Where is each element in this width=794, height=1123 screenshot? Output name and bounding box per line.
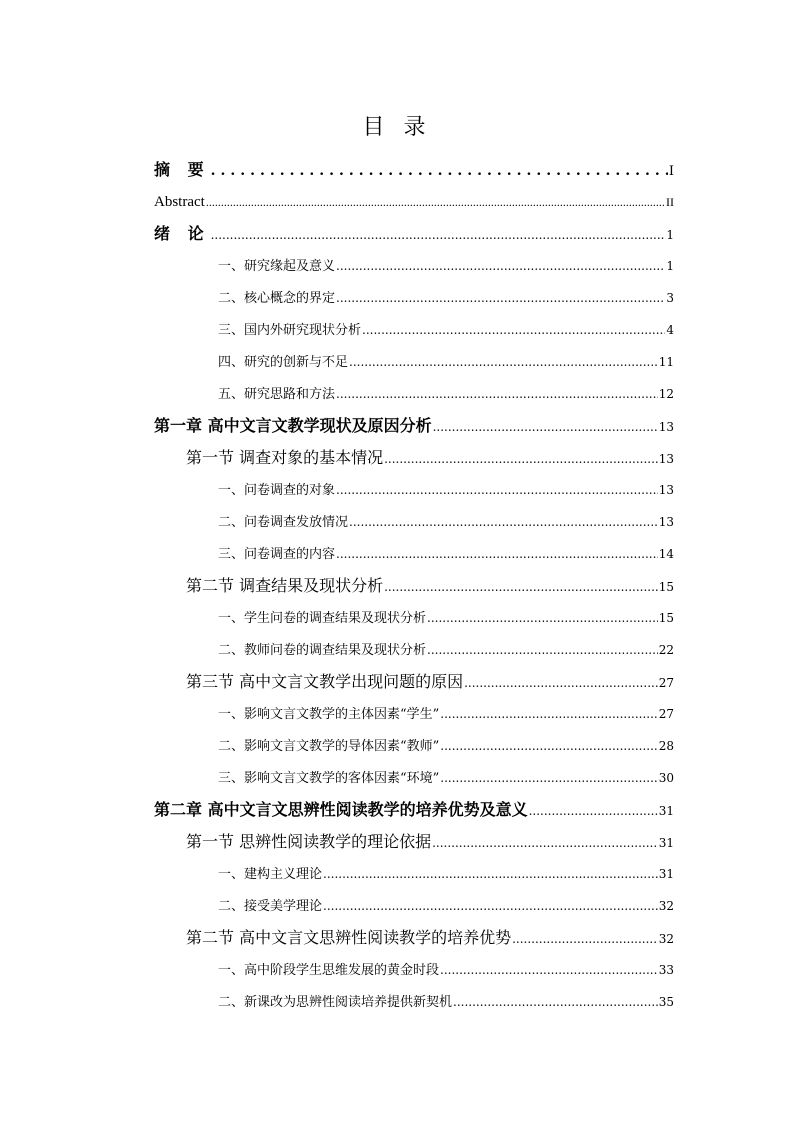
toc-entry-page-number: 32 (658, 932, 674, 946)
toc-entry-top[interactable] (154, 186, 674, 218)
toc-entry-title: 三、问卷调查的内容 (218, 547, 336, 562)
dot-leader (336, 250, 665, 282)
toc-entry-subsection[interactable] (154, 538, 674, 570)
toc-entry-section[interactable] (154, 442, 674, 474)
toc-entry-subsection[interactable] (154, 474, 674, 506)
table-of-contents (154, 154, 674, 1018)
toc-entry-page-number: 13 (658, 452, 674, 466)
dot-leader (336, 282, 665, 314)
toc-entry-section[interactable] (154, 570, 674, 602)
dot-leader (349, 506, 658, 538)
toc-entry-title: 四、研究的创新与不足 (218, 355, 349, 370)
toc-entry-subsection[interactable] (154, 250, 674, 282)
toc-entry-title: 一、学生问卷的调查结果及现状分析 (218, 611, 427, 626)
toc-entry-subsection[interactable] (154, 378, 674, 410)
toc-entry-title: 一、问卷调查的对象 (218, 483, 336, 498)
toc-entry-page-number: 33 (658, 963, 674, 977)
toc-entry-page-number: 35 (658, 995, 674, 1009)
dot-leader (211, 219, 666, 251)
dot-leader (432, 827, 658, 859)
dot-leader (440, 730, 657, 762)
dot-leader (440, 762, 657, 794)
toc-entry-page-number: 3 (666, 291, 674, 305)
dot-leader (529, 795, 658, 827)
toc-entry-title: 第二节 高中文言文思辨性阅读教学的培养优势 (186, 928, 512, 947)
dot-leader (336, 474, 658, 506)
toc-entry-subsection[interactable] (154, 858, 674, 890)
toc-entry-chapter[interactable] (154, 410, 674, 442)
toc-entry-page-number: II (666, 195, 674, 209)
toc-entry-title: 绪 论 (154, 224, 210, 243)
toc-entry-title: 五、研究思路和方法 (218, 387, 336, 402)
toc-entry-title: 第三节 高中文言文教学出现问题的原因 (186, 672, 464, 691)
toc-entry-page-number: 1 (666, 228, 674, 242)
toc-entry-page-number: 13 (658, 483, 674, 497)
toc-entry-title: Abstract (154, 194, 205, 210)
toc-entry-top[interactable] (154, 154, 674, 186)
toc-entry-title: 三、影响文言文教学的客体因素“环境” (218, 771, 440, 786)
dot-leader (427, 634, 658, 666)
toc-entry-title: 二、核心概念的界定 (218, 291, 336, 306)
page-title: 目 录 (362, 115, 432, 140)
toc-entry-title: 二、接受美学理论 (218, 899, 323, 914)
toc-entry-page-number: 22 (658, 643, 674, 657)
dot-leader (211, 155, 668, 187)
toc-entry-subsection[interactable] (154, 954, 674, 986)
toc-entry-page-number: 30 (658, 771, 674, 785)
toc-entry-subsection[interactable] (154, 730, 674, 762)
toc-entry-title: 二、教师问卷的调查结果及现状分析 (218, 643, 427, 658)
toc-entry-section[interactable] (154, 666, 674, 698)
toc-entry-page-number: 15 (658, 580, 674, 594)
toc-entry-page-number: 27 (658, 676, 674, 690)
toc-entry-title: 一、建构主义理论 (218, 867, 323, 882)
toc-entry-title: 一、研究缘起及意义 (218, 259, 336, 274)
dot-leader (427, 602, 658, 634)
toc-entry-title: 二、影响文言文教学的导体因素“教师” (218, 739, 440, 754)
toc-entry-title: 二、问卷调查发放情况 (218, 515, 349, 530)
toc-entry-subsection[interactable] (154, 890, 674, 922)
toc-entry-title: 摘 要 (154, 160, 210, 179)
dot-leader (323, 890, 658, 922)
toc-entry-page-number: 32 (658, 899, 674, 913)
toc-entry-subsection[interactable] (154, 346, 674, 378)
toc-entry-page-number: 13 (658, 515, 674, 529)
toc-entry-page-number: 1 (666, 259, 674, 273)
toc-entry-page-number: 13 (658, 420, 674, 434)
toc-entry-title: 三、国内外研究现状分析 (218, 323, 362, 338)
toc-entry-subsection[interactable] (154, 282, 674, 314)
toc-entry-title: 第一节 调查对象的基本情况 (186, 448, 384, 467)
dot-leader (323, 858, 658, 890)
toc-entry-subsection[interactable] (154, 506, 674, 538)
toc-entry-page-number: 27 (658, 707, 674, 721)
dot-leader (433, 411, 658, 443)
dot-leader (384, 571, 658, 603)
toc-entry-title: 第一节 思辨性阅读教学的理论依据 (186, 832, 432, 851)
toc-entry-title: 一、高中阶段学生思维发展的黄金时段 (218, 963, 440, 978)
toc-entry-subsection[interactable] (154, 602, 674, 634)
dot-leader (440, 954, 658, 986)
toc-entry-page-number: 28 (658, 739, 674, 753)
dot-leader (336, 378, 658, 410)
toc-entry-page-number: I (668, 164, 674, 179)
dot-leader (464, 667, 658, 699)
toc-entry-title: 第一章 高中文言文教学现状及原因分析 (154, 416, 432, 435)
dot-leader (512, 923, 658, 955)
toc-entry-section[interactable] (154, 826, 674, 858)
toc-entry-page-number: 31 (658, 804, 674, 818)
toc-entry-subsection[interactable] (154, 314, 674, 346)
toc-entry-title: 第二章 高中文言文思辨性阅读教学的培养优势及意义 (154, 800, 528, 819)
dot-leader (349, 346, 658, 378)
toc-entry-page-number: 12 (658, 387, 674, 401)
toc-entry-title: 第二节 调查结果及现状分析 (186, 576, 384, 595)
toc-entry-top[interactable] (154, 218, 674, 250)
dot-leader (206, 186, 665, 218)
dot-leader (362, 314, 665, 346)
toc-entry-page-number: 4 (666, 323, 674, 337)
dot-leader (440, 698, 657, 730)
toc-entry-title: 一、影响文言文教学的主体因素“学生” (218, 707, 440, 722)
toc-entry-page-number: 11 (658, 355, 674, 369)
toc-entry-subsection[interactable] (154, 986, 674, 1018)
toc-entry-subsection[interactable] (154, 634, 674, 666)
toc-entry-subsection[interactable] (154, 698, 674, 730)
toc-entry-page-number: 15 (658, 611, 674, 625)
dot-leader (336, 538, 658, 570)
toc-entry-page-number: 14 (658, 547, 674, 561)
toc-entry-page-number: 31 (658, 836, 674, 850)
dot-leader (384, 443, 658, 475)
toc-entry-subsection[interactable] (154, 762, 674, 794)
toc-entry-page-number: 31 (658, 867, 674, 881)
dot-leader (453, 986, 658, 1018)
toc-entry-title: 二、新课改为思辨性阅读培养提供新契机 (218, 995, 453, 1010)
toc-entry-chapter[interactable] (154, 794, 674, 826)
toc-entry-section[interactable] (154, 922, 674, 954)
